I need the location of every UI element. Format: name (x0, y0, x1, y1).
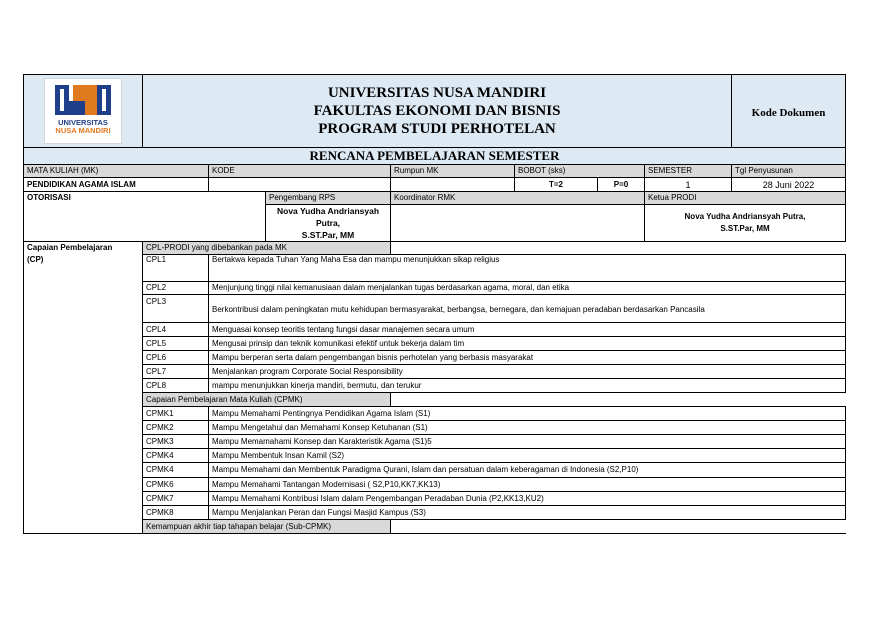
pengembang-name-2: S.ST.Par, MM (301, 230, 355, 240)
cpl-code: CPL6 (143, 351, 209, 365)
logo-text-line2: NUSA MANDIRI (55, 126, 111, 135)
cpl-code: CPL4 (143, 323, 209, 337)
kode-header: KODE (209, 165, 391, 178)
cpl-text: Mengusai prinsip dan teknik komunikasi efektif untuk bekerja dalam tim (209, 337, 846, 351)
cpmk-code: CPMK3 (143, 435, 209, 449)
institution-header (143, 75, 732, 148)
cpmk-code: CPMK1 (143, 407, 209, 421)
cpmk-text: Mampu Memahami dan Membentuk Paradigma Qurani, Islam dan persatuan dalam keberagaman di Indonesia (S2,P10) (209, 463, 846, 478)
bobot-t: T=2 (515, 178, 598, 192)
cpmk-text: Mampu Memahami Kontribusi Islam dalam Pengembangan Peradaban Dunia (P2,KK13,KU2) (209, 492, 846, 506)
cpmk-code: CPMK4 (143, 463, 209, 478)
cpl-text: Berkontribusi dalam peningkatan mutu kehidupan bermasyarakat, berbangsa, bernegara, dan kemajuan peradaban berdasarkan Pancasila (209, 295, 846, 323)
cpmk-header-blank (391, 393, 846, 407)
course-code (209, 178, 391, 192)
cpmk-code: CPMK4 (143, 449, 209, 463)
cpl-code: CPL2 (143, 282, 209, 295)
cp-blank (24, 478, 143, 492)
otorisasi-blank (24, 205, 266, 242)
cpl-text: Mampu berperan serta dalam pengembangan bisnis perhotelan yang berbasis masyarakat (209, 351, 846, 365)
cp-blank (24, 337, 143, 351)
semester-header: SEMESTER (645, 165, 732, 178)
cpl-text: mampu menunjukkan kinerja mandiri, bermutu, dan terukur (209, 379, 846, 393)
cpmk-text: Mampu Mengetahui dan Memahami Konsep Ketuhanan (S1) (209, 421, 846, 435)
cp-blank (24, 407, 143, 421)
pengembang-label: Pengembang RPS (266, 192, 391, 205)
cp-blank (24, 365, 143, 379)
pengembang-signature (266, 205, 391, 242)
cpl-text: Menguasai konsep teoritis tentang fungsi dasar manajemen secara umum (209, 323, 846, 337)
sub-cpmk-blank (391, 520, 846, 534)
cpl-header-blank (391, 242, 846, 255)
cp-blank (24, 323, 143, 337)
cpmk-text: Mampu Memamahami Konsep dan Karakteristik Agama (S1)5 (209, 435, 846, 449)
ketua-name-2: S.ST.Par, MM (720, 224, 770, 233)
cpmk-text: Mampu Menjalankan Peran dan Fungsi Masjid Kampus (S3) (209, 506, 846, 520)
cpl-code: CPL3 (143, 295, 209, 323)
cp-blank (24, 492, 143, 506)
cpmk-text: Mampu Memahami Tantangan Modernisasi ( S2,P10,KK7,KK13) (209, 478, 846, 492)
cpmk-code: CPMK2 (143, 421, 209, 435)
program-name: PROGRAM STUDI PERHOTELAN (318, 121, 556, 137)
sub-cpmk-header: Kemampuan akhir tiap tahapan belajar (Sub-CPMK) (143, 520, 391, 534)
ketua-name-1: Nova Yudha Andriansyah Putra, (684, 212, 806, 221)
kode-dokumen: Kode Dokumen (732, 75, 846, 148)
ketua-signature (645, 205, 846, 242)
cp-blank (24, 379, 143, 393)
cpmk-code: CPMK6 (143, 478, 209, 492)
cpmk-header: Capaian Pembelajaran Mata Kuliah (CPMK) (143, 393, 391, 407)
university-name: UNIVERSITAS NUSA MANDIRI (327, 85, 547, 101)
cpl-text: Menjunjung tinggi nilai kemanusiaan dalam menjalankan tugas berdasarkan agama, moral, dan etika (209, 282, 846, 295)
tanggal-value: 28 Juni 2022 (732, 178, 846, 192)
otorisasi-label: OTORISASI (24, 192, 266, 205)
logo-cell (24, 75, 143, 148)
rps-document (23, 74, 845, 534)
pengembang-name-1: Nova Yudha Andriansyah Putra, (276, 206, 380, 228)
cpl-header: CPL-PRODI yang dibebankan pada MK (143, 242, 391, 255)
cpmk-code: CPMK7 (143, 492, 209, 506)
semester-value: 1 (645, 178, 732, 192)
course-rumpun (391, 178, 515, 192)
mata-kuliah-header: MATA KULIAH (MK) (24, 165, 209, 178)
cpmk-text: Mampu Membentuk Insan Kamil (S2) (209, 449, 846, 463)
rps-table (23, 74, 846, 534)
cpmk-code: CPMK8 (143, 506, 209, 520)
cp-blank (24, 506, 143, 520)
cpmk-text: Mampu Memahami Pentingnya Pendidikan Agama Islam (S1) (209, 407, 846, 421)
logo-text-line1: UNIVERSITAS (58, 118, 108, 127)
bobot-header: BOBOT (sks) (515, 165, 645, 178)
cp-label-2: (CP) (24, 255, 143, 282)
cpl-code: CPL8 (143, 379, 209, 393)
koordinator-label: Koordinator RMK (391, 192, 645, 205)
faculty-name: FAKULTAS EKONOMI DAN BISNIS (313, 103, 561, 119)
cp-blank (24, 449, 143, 463)
cpl-text: Menjalankan program Corporate Social Responsibility (209, 365, 846, 379)
tgl-header: Tgl Penyusunan (732, 165, 846, 178)
cp-blank (24, 295, 143, 323)
bobot-p: P=0 (598, 178, 645, 192)
cpl-text: Bertakwa kepada Tuhan Yang Maha Esa dan mampu menunjukkan sikap religius (209, 255, 846, 282)
cp-blank (24, 351, 143, 365)
rps-title: RENCANA PEMBELAJARAN SEMESTER (24, 148, 846, 165)
cp-blank (24, 282, 143, 295)
cp-blank (24, 463, 143, 478)
cp-label-1: Capaian Pembelajaran (24, 242, 143, 255)
cp-blank (24, 393, 143, 407)
cp-blank (24, 520, 143, 534)
course-name: PENDIDIKAN AGAMA ISLAM (24, 178, 209, 192)
rumpun-header: Rumpun MK (391, 165, 515, 178)
cpl-code: CPL7 (143, 365, 209, 379)
cpl-code: CPL1 (143, 255, 209, 282)
ketua-label: Ketua PRODI (645, 192, 846, 205)
cpl-code: CPL5 (143, 337, 209, 351)
koordinator-signature (391, 205, 645, 242)
cp-blank (24, 421, 143, 435)
university-logo (44, 78, 122, 144)
cp-blank (24, 435, 143, 449)
